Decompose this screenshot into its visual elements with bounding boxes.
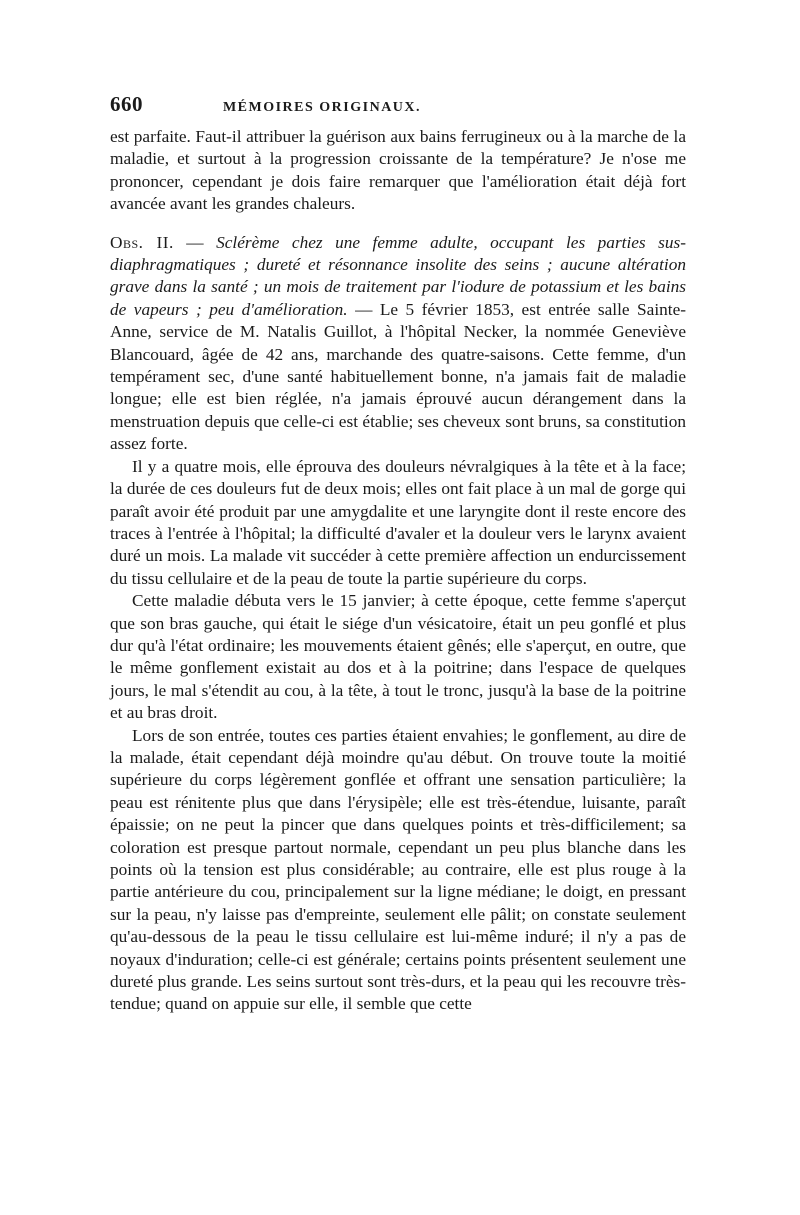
page-header bbox=[110, 92, 686, 122]
body-text bbox=[110, 126, 686, 1016]
observation-text: — Le 5 février 1853, est entrée salle Sainte-Anne, service de M. Natalis Guillot, à l'hôpital Necker, la nommée Geneviève Blancouard, âgée de 42 ans, marchande des quatre-saisons. Cette femme, d'un tempérament sec, d'une santé habituellement bonne, n'a jamais fait de maladie longue; elle est bien réglée, n'a jamais éprouvé aucun dérangement dans la menstruation depuis que celle-ci est établie; ses cheveux sont bruns, sa constitution assez forte. bbox=[110, 299, 687, 454]
book-page bbox=[110, 92, 686, 1016]
paragraph-examination: Lors de son entrée, toutes ces parties étaient envahies; le gonflement, au dire de la malade, était cependant déjà moindre qu'au début. On trouve toute la moitié supérieure du corps légèrement gonflée et offrant une sensation particulière; la peau est rénitente plus que dans l'érysipèle; elle est très-étendue, luisante, paraît épaissie; on ne peut la pincer que dans quelques points et très-difficilement; sa coloration est presque partout normale, cependant un peu plus blanche dans les points où la tension est plus considérable; au contraire, elle est plus rouge à la partie antérieure du cou, principalement sur la ligne médiane; le doigt, en pressant sur la peau, n'y laisse pas d'empreinte, seulement elle pâlit; on constate seulement qu'au-dessous de la peau le tissu cellulaire est lui-même induré; il n'y a pas de noyaux d'induration; celle-ci est générale; certains points présentent seulement une dureté plus grande. Les seins surtout sont très-durs, et la peau qui les recouvre très-tendue; quand on appuie sur elle, il semble que cette bbox=[110, 725, 686, 1014]
running-title: MÉMOIRES ORIGINAUX. bbox=[222, 100, 422, 115]
observation-paragraph bbox=[110, 232, 686, 456]
paragraph-continuation: est parfaite. Faut-il attribuer la guérison aux bains ferrugineux ou à la marche de la maladie, et surtout à la progression croissante de la température? Je n'ose me prononcer, cependant je dois faire remarquer que l'amélioration était déjà fort avancée avant les grandes chaleurs. bbox=[110, 127, 686, 214]
observation-dash: — bbox=[173, 232, 217, 252]
observation-label: Obs. II. bbox=[110, 232, 174, 252]
paragraph-history: Il y a quatre mois, elle éprouva des douleurs névralgiques à la tête et à la face; la durée de ces douleurs fut de deux mois; elles ont fait place à un mal de gorge qui paraît avoir été produit par une amygdalite et une laryngite dont il reste encore des traces à l'entrée à l'hôpital; la difficulté d'avaler et la douleur vers le larynx avaient duré un mois. La malade vit succéder à cette première affection un endurcissement du tissu cellulaire et de la peau de toute la partie supérieure du corps. bbox=[110, 456, 686, 588]
page-number: 660 bbox=[110, 92, 143, 116]
paragraph-onset: Cette maladie débuta vers le 15 janvier; à cette époque, cette femme s'aperçut que son bras gauche, qui était le siége d'un vésicatoire, était un peu gonflé et plus dur qu'à l'état ordinaire; les mouvements étaient gênés; elle s'aperçut, en outre, que le même gonflement existait au dos et à la poitrine; dans l'espace de quelques jours, le mal s'étendit au cou, à la tête, à tout le tronc, jusqu'à la base de la poitrine et au bras droit. bbox=[110, 591, 686, 723]
observation-title: Sclérème chez une femme adulte, occupant les parties sus-diaphragmatiques ; dureté et résonnance insolite des seins ; aucune altération grave dans la santé ; un mois de traitement par l'iodure de potassium et les bains de vapeurs ; peu d'amélioration. bbox=[110, 232, 686, 319]
